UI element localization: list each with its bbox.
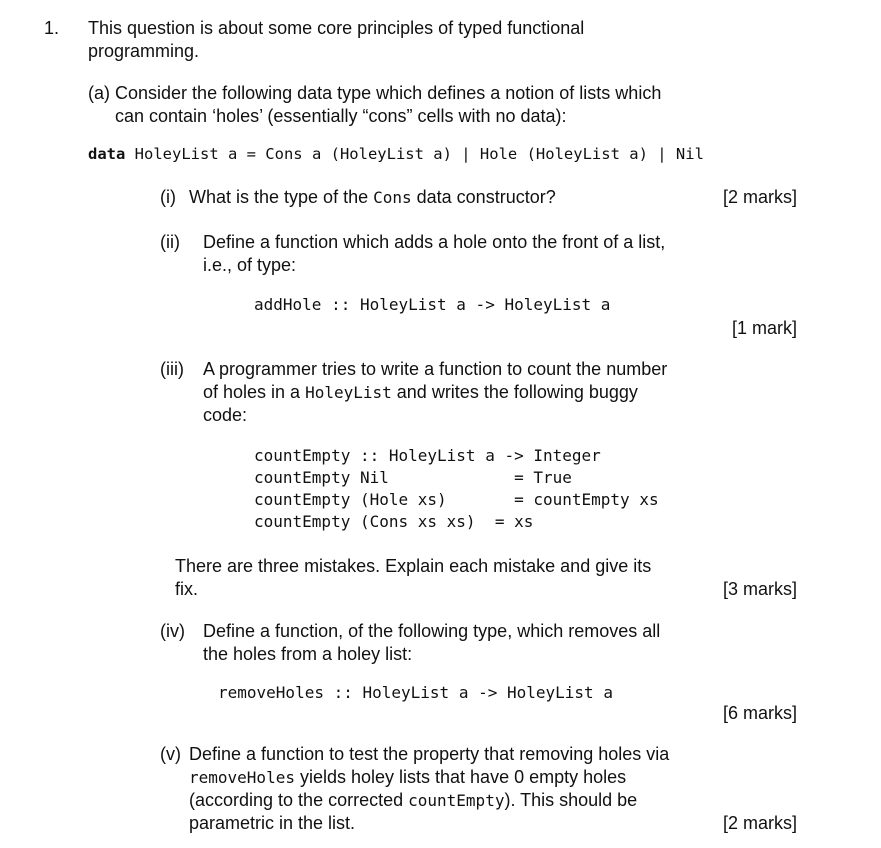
sub-v-line-1: Define a function to test the property that removing holes via	[189, 744, 670, 764]
sub-v-line-2	[189, 766, 705, 789]
sub-ii-label: (ii)	[160, 232, 180, 252]
sub-iii-marks: [3 marks]	[722, 579, 797, 599]
sub-v-line-3-after: ). This should be	[504, 790, 638, 810]
part-a-line-2: can contain ‘holes’ (essentially “cons” cells with no data):	[115, 106, 567, 126]
sub-iii-line-2-code: HoleyList	[305, 383, 392, 402]
code-line: countEmpty (Hole xs) = countEmpty xs	[254, 490, 659, 509]
question-intro-line-2: programming.	[88, 41, 200, 61]
sub-iii-line-1: A programmer tries to write a function to count the number	[203, 359, 668, 379]
sub-i-text-before: What is the type of the	[189, 187, 374, 207]
sub-i-label: (i)	[160, 187, 176, 207]
part-a-text: Consider the following data type which defines a notion of lists which	[115, 83, 662, 103]
code-line: countEmpty (Cons xs xs) = xs	[254, 512, 534, 531]
sub-iv-line-1: Define a function, of the following type, which removes all	[203, 621, 661, 641]
sub-iv-marks: [6 marks]	[722, 703, 797, 723]
sub-i-code: Cons	[373, 188, 412, 207]
data-keyword: data	[88, 145, 126, 163]
sub-ii-line-1: Define a function which adds a hole onto the front of a list,	[203, 232, 666, 252]
data-type-body: HoleyList a = Cons a (HoleyList a) | Hole (HoleyList a) | Nil	[125, 145, 704, 163]
question-number: 1.	[44, 18, 60, 38]
sub-v-line-2-after: yields holey lists that have 0 empty holes	[294, 767, 627, 787]
question-intro-line-1: This question is about some core principles of typed functional	[88, 18, 585, 38]
sub-ii-code: addHole :: HoleyList a -> HoleyList a	[254, 295, 611, 314]
sub-i-question	[189, 186, 556, 209]
sub-v-line-3	[189, 789, 705, 812]
sub-v-line-3-before: (according to the corrected	[189, 790, 409, 810]
sub-iii-line-2-before: of holes in a	[203, 382, 306, 402]
sub-ii-line-2: i.e., of type:	[203, 255, 297, 275]
sub-iii-line-2-after: and writes the following buggy	[391, 382, 638, 402]
sub-iv-line-2: the holes from a holey list:	[203, 644, 413, 664]
code-line: countEmpty :: HoleyList a -> Integer	[254, 446, 601, 465]
sub-iii-followup-line-1: There are three mistakes. Explain each mistake and give its	[175, 556, 652, 576]
sub-iii-followup-line-2: fix.	[175, 579, 199, 599]
data-type-definition	[88, 143, 704, 165]
code-line: countEmpty Nil = True	[254, 468, 572, 487]
buggy-code-block	[254, 445, 659, 533]
sub-v-line-2-code: removeHoles	[189, 768, 295, 787]
sub-v-line-4: parametric in the list.	[189, 813, 356, 833]
part-a-line-1	[88, 82, 705, 105]
sub-i-text-after: data constructor?	[411, 187, 556, 207]
sub-iii-label: (iii)	[160, 359, 184, 379]
part-a-label: (a)	[88, 83, 110, 103]
sub-i-marks: [2 marks]	[722, 187, 797, 207]
sub-v-marks: [2 marks]	[722, 813, 797, 833]
sub-v-line-3-code: countEmpty	[408, 791, 505, 810]
sub-ii-marks: [1 mark]	[731, 318, 797, 338]
sub-v-label: (v)	[160, 744, 181, 764]
sub-iv-label: (iv)	[160, 621, 185, 641]
sub-iii-line-2	[203, 381, 705, 404]
sub-iv-code: removeHoles :: HoleyList a -> HoleyList a	[218, 683, 613, 702]
sub-iii-line-3: code:	[203, 405, 248, 425]
